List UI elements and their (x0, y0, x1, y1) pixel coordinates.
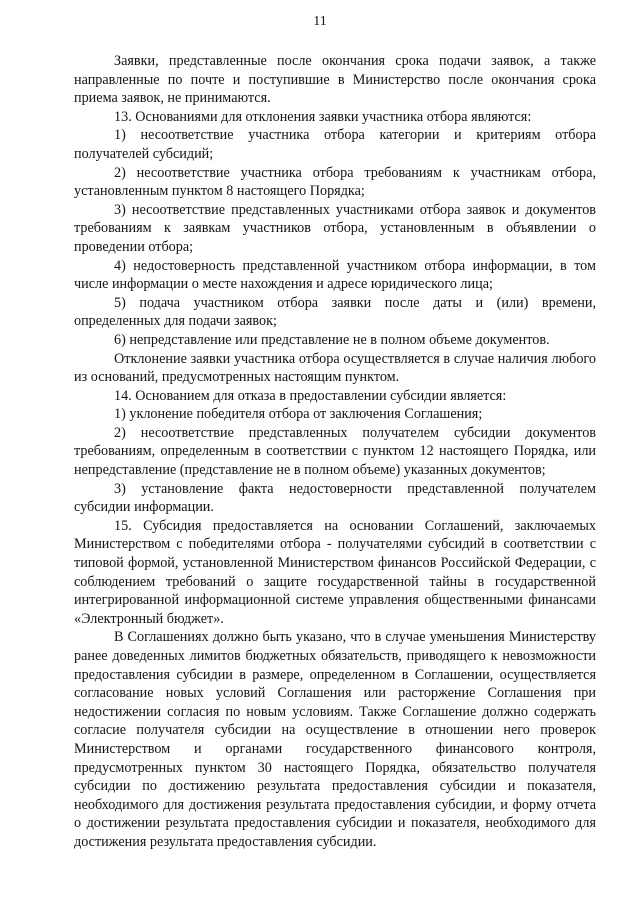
paragraph-13-item-6: 6) непредставление или представление не в полном объеме документов. (114, 331, 550, 348)
document-body (74, 52, 596, 852)
paragraph-13-item-3: 3) несоответствие представленных участниками отбора заявок и документов требованиям к заявкам участников отбора, установленным в объявлении о проведении отбора; (74, 201, 596, 255)
paragraph-14-heading: 14. Основанием для отказа в предоставлении субсидии является: (114, 387, 507, 404)
paragraph-15-agreements: В Соглашениях должно быть указано, что в случае уменьшения Министерству ранее доведенных лимитов бюджетных обязательств, приводящего к невозможности предоставления субсидии в размере, определенном в Соглашении, осуществляется согласование новых условий Соглашения или расторжение Соглашения при недостижении согласия по новым условиям. Также Соглашение должно содержать согласие получателя субсидии на осуществление в отношении него проверок Министерством и органами государственного финансового контроля, предусмотренных пунктом 30 настоящего Порядка, обязательство получателя субсидии по достижению результата предоставления субсидии и показателя, необходимого для достижения результата предоставления субсидии, и форму отчета о достижении результата предоставления субсидии и показателя, необходимого для достижения результата предоставления субсидии. (74, 629, 596, 850)
paragraph-14-item-1: 1) уклонение победителя отбора от заключения Соглашения; (114, 406, 483, 423)
page-number: 11 (313, 14, 327, 29)
paragraph-14-item-2: 2) несоответствие представленных получателем субсидии документов требованиям, определенным в соответствии с пунктом 12 настоящего Порядка, или непредставление (представление не в полном объеме) указанных документов; (74, 424, 596, 479)
paragraph-13-item-2: 2) несоответствие участника отбора требованиям к участникам отбора, установленным пунктом 8 настоящего Порядка; (74, 164, 596, 200)
paragraph-13-item-4: 4) недостоверность представленной участником отбора информации, в том числе информации о месте нахождения и адресе юридического лица; (74, 257, 596, 293)
paragraph-13-heading: 13. Основаниями для отклонения заявки участника отбора являются: (114, 108, 532, 125)
paragraph-13-item-5: 5) подача участником отбора заявки после даты и (или) времени, определенных для подачи заявок; (74, 294, 596, 330)
paragraph-13-item-1: 1) несоответствие участника отбора категории и критериям отбора получателей субсидий; (74, 127, 596, 162)
paragraph-15: 15. Субсидия предоставляется на основании Соглашений, заключаемых Министерством с победителями отбора - получателями субсидий в соответствии с типовой формой, установленной Министерством финансов Российской Федерации, с соблюдением требований о защите государственной тайны в государственной интегрированной информационной системе управления общественными финансами «Электронный бюджет». (74, 517, 596, 627)
paragraph-applications-late: Заявки, представленные после окончания срока подачи заявок, а также направленные по почте и поступившие в Министерство после окончания срока приема заявок, не принимаются. (74, 53, 596, 107)
paragraph-14-item-3: 3) установление факта недостоверности представленной получателем субсидии информации. (74, 480, 596, 516)
paragraph-13-rejection: Отклонение заявки участника отбора осуществляется в случае наличия любого из оснований, предусмотренных настоящим пунктом. (74, 350, 596, 386)
